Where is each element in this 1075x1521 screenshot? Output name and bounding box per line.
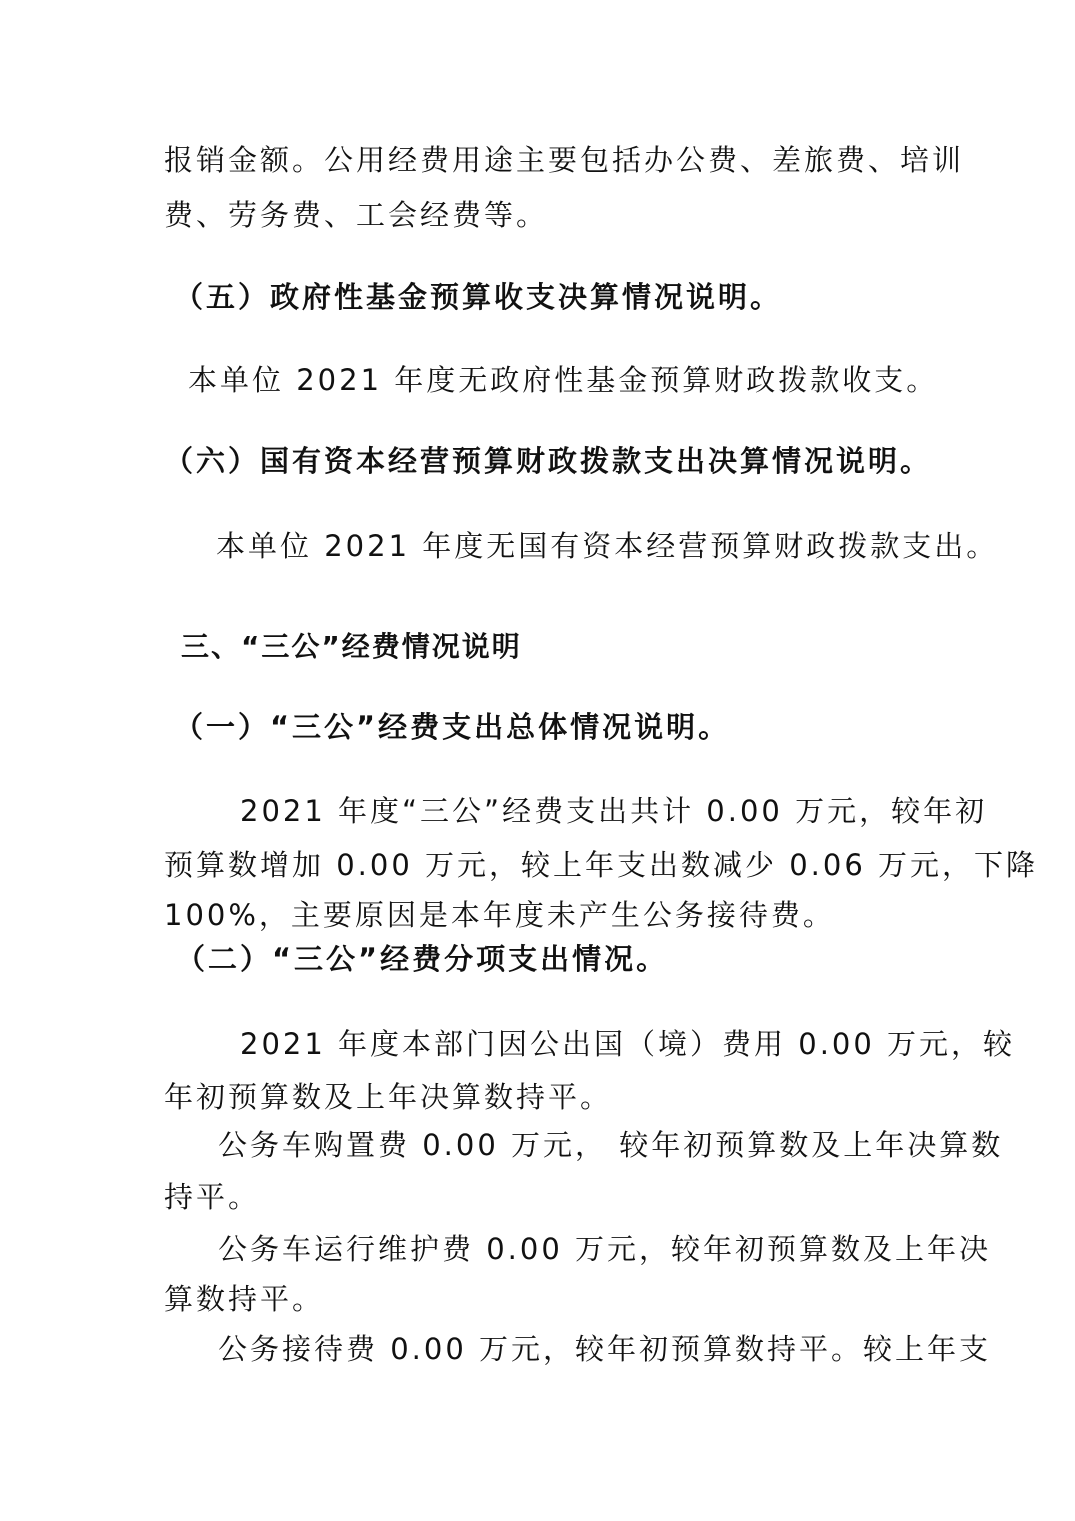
body-text-line: 本单位 2021 年度无政府性基金预算财政拨款收支。 [188, 363, 939, 397]
subsection-title-6: （六）国有资本经营预算财政拨款支出决算情况说明。 [164, 444, 933, 478]
body-text-line: 公务车运行维护费 0.00 万元，较年初预算数及上年决 [218, 1232, 992, 1266]
body-text-line: 2021 年度本部门因公出国（境）费用 0.00 万元，较 [240, 1027, 1016, 1061]
section-title-3: 三、“三公”经费情况说明 [181, 630, 522, 663]
body-text-line: 2021 年度“三公”经费支出共计 0.00 万元，较年初 [240, 794, 988, 828]
body-text-line: 预算数增加 0.00 万元，较上年支出数减少 0.06 万元，下降 [164, 848, 1039, 882]
body-text-line: 公务接待费 0.00 万元，较年初预算数持平。较上年支 [218, 1332, 992, 1366]
subsection-title-5: （五）政府性基金预算收支决算情况说明。 [174, 280, 783, 314]
body-text-line: 100%，主要原因是本年度未产生公务接待费。 [164, 898, 835, 932]
body-text-line: 本单位 2021 年度无国有资本经营预算财政拨款支出。 [216, 529, 999, 563]
body-text-line: 费、劳务费、工会经费等。 [164, 198, 549, 232]
body-text-line: 持平。 [164, 1180, 261, 1214]
subsection-title-3-2: （二）“三公”经费分项支出情况。 [176, 942, 669, 976]
body-text-line: 年初预算数及上年决算数持平。 [164, 1080, 613, 1114]
body-text-line: 报销金额。公用经费用途主要包括办公费、差旅费、培训 [164, 143, 965, 177]
subsection-title-3-1: （一）“三公”经费支出总体情况说明。 [174, 710, 731, 744]
body-text-line: 公务车购置费 0.00 万元， 较年初预算数及上年决算数 [218, 1128, 1004, 1162]
body-text-line: 算数持平。 [164, 1282, 325, 1316]
